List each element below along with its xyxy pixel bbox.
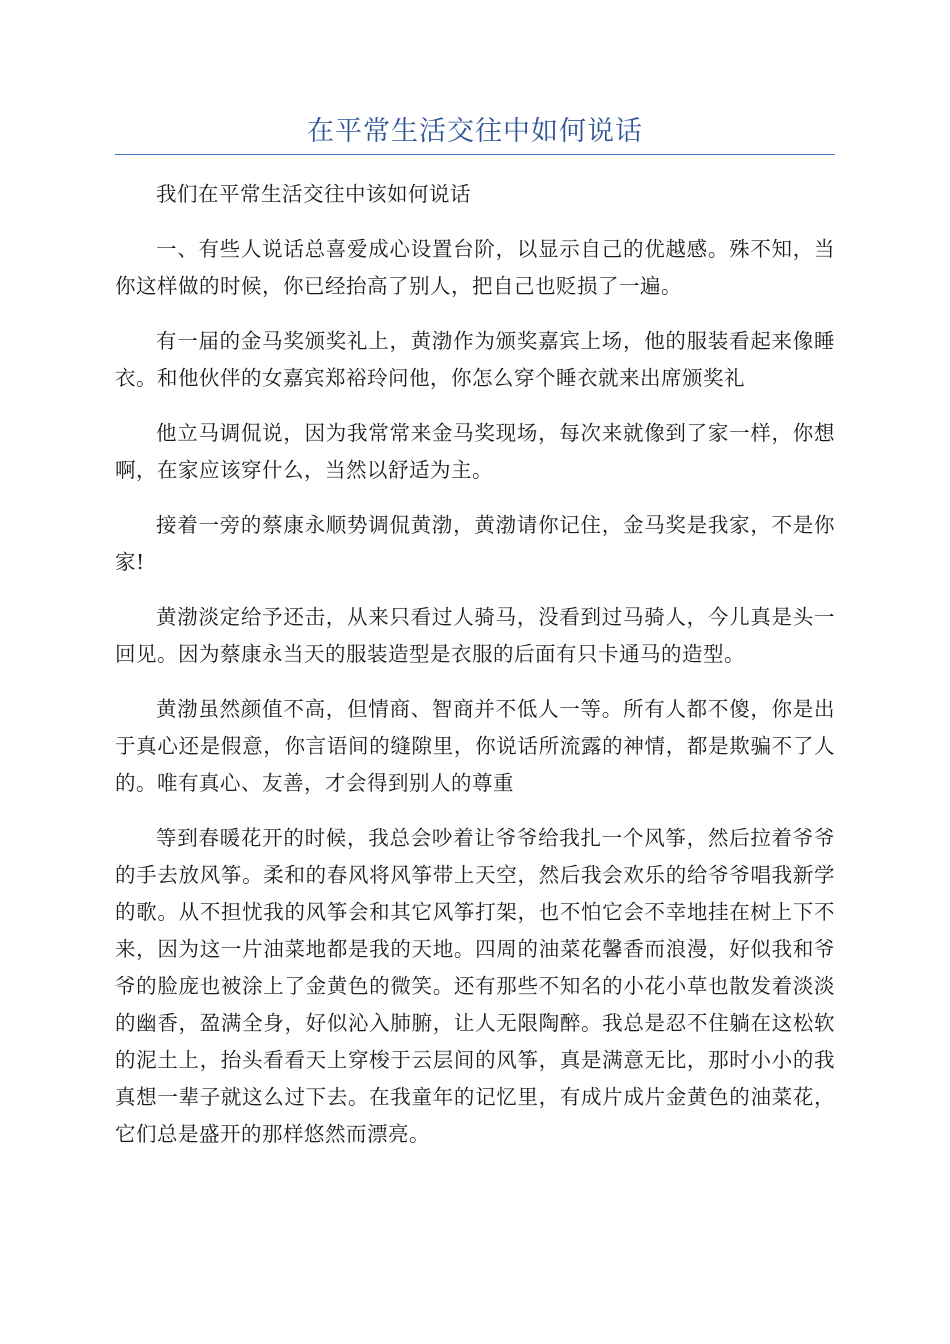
paragraph: 一、有些人说话总喜爱成心设置台阶，以显示自己的优越感。殊不知，当你这样做的时候，你已经抬高了别人，把自己也贬损了一遍。: [115, 237, 835, 298]
paragraph: 接着一旁的蔡康永顺势调侃黄渤，黄渤请你记住，金马奖是我家，不是你家!: [115, 513, 835, 574]
paragraph-intro: 我们在平常生活交往中该如何说话: [156, 182, 471, 206]
page-title: 在平常生活交往中如何说话: [307, 116, 643, 147]
document-body: [115, 176, 835, 1171]
paragraph: 有一届的金马奖颁奖礼上，黄渤作为颁奖嘉宾上场，他的服装看起来像睡衣。和他伙伴的女嘉宾郑裕玲问他，你怎么穿个睡衣就来出席颁奖礼: [115, 329, 835, 390]
title-underline-divider: [115, 154, 835, 155]
paragraph: 他立马调侃说，因为我常常来金马奖现场，每次来就像到了家一样，你想啊，在家应该穿什么，当然以舒适为主。: [115, 421, 835, 482]
paragraph: 黄渤虽然颜值不高，但情商、智商并不低人一等。所有人都不傻，你是出于真心还是假意，你言语间的缝隙里，你说话所流露的神情，都是欺骗不了人的。唯有真心、友善，才会得到别人的尊重: [115, 697, 835, 795]
paragraph: 黄渤淡定给予还击，从来只看过人骑马，没看到过马骑人，今儿真是头一回见。因为蔡康永当天的服装造型是衣服的后面有只卡通马的造型。: [115, 605, 835, 666]
paragraph: 等到春暖花开的时候，我总会吵着让爷爷给我扎一个风筝，然后拉着爷爷的手去放风筝。柔和的春风将风筝带上天空，然后我会欢乐的给爷爷唱我新学的歌。从不担忧我的风筝会和其它风筝打架，也不怕它会不幸地挂在树上下不来，因为这一片油菜地都是我的天地。四周的油菜花馨香而浪漫，好似我和爷爷的脸庞也被涂上了金黄色的微笑。还有那些不知名的小花小草也散发着淡淡的幽香，盈满全身，好似沁入肺腑，让人无限陶醉。我总是忍不住躺在这松软的泥土上，抬头看看天上穿梭于云层间的风筝，真是满意无比，那时小小的我真想一辈子就这么过下去。在我童年的记忆里，有成片成片金黄色的油菜花，它们总是盛开的那样悠然而漂亮。: [115, 826, 835, 1146]
